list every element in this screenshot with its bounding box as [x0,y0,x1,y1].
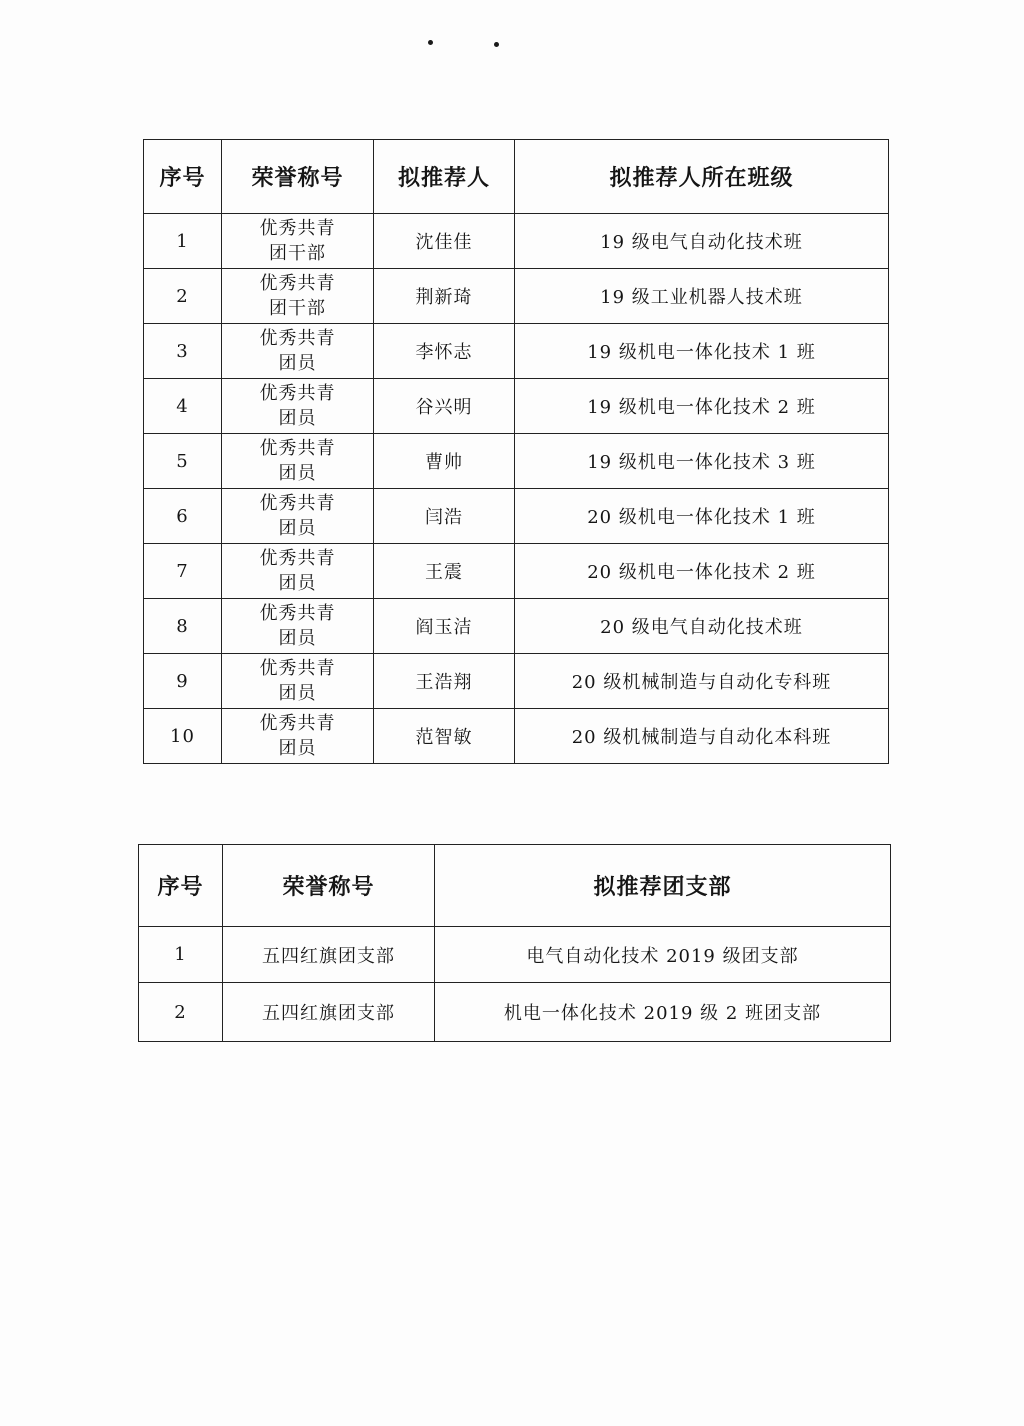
row-honor [222,654,374,709]
scan-speck [494,42,499,47]
header-branch: 拟推荐团支部 [435,845,891,927]
candidates-header-row [144,140,889,214]
row-index: 1 [139,927,223,983]
row-candidate-class: 20 级电气自动化技术班 [515,599,889,654]
row-honor [222,379,374,434]
honor-line: 团干部 [269,243,326,264]
row-candidate-class: 20 级机电一体化技术 2 班 [515,544,889,599]
scan-speck [428,40,433,45]
honor-line: 优秀共青 [259,383,336,404]
table-row [144,324,889,379]
header-index: 序号 [144,140,222,214]
table-row [144,654,889,709]
honor-line: 团干部 [269,298,326,319]
row-index: 8 [144,599,222,654]
row-branch: 电气自动化技术 2019 级团支部 [435,927,891,983]
honor-line: 团员 [278,683,317,704]
honor-line: 优秀共青 [259,548,336,569]
row-honor [222,544,374,599]
header-candidate: 拟推荐人 [374,140,515,214]
row-honor: 五四红旗团支部 [223,983,435,1042]
table-row [144,269,889,324]
row-candidate-class: 19 级工业机器人技术班 [515,269,889,324]
row-index: 10 [144,709,222,764]
row-candidate-name: 荆新琦 [374,269,515,324]
honor-line: 团员 [278,738,317,759]
honor-line: 优秀共青 [259,603,336,624]
row-honor [222,214,374,269]
row-candidate-class: 20 级机械制造与自动化专科班 [515,654,889,709]
table-row [139,927,891,983]
row-candidate-class: 20 级机械制造与自动化本科班 [515,709,889,764]
row-honor [222,599,374,654]
row-candidate-name: 阎玉洁 [374,599,515,654]
row-candidate-name: 沈佳佳 [374,214,515,269]
row-honor: 五四红旗团支部 [223,927,435,983]
row-index: 7 [144,544,222,599]
table-row [144,379,889,434]
honor-line: 优秀共青 [259,273,336,294]
honor-line: 团员 [278,463,317,484]
row-candidate-name: 谷兴明 [374,379,515,434]
header-candidate-class: 拟推荐人所在班级 [515,140,889,214]
honor-line: 优秀共青 [259,658,336,679]
row-candidate-class: 19 级机电一体化技术 2 班 [515,379,889,434]
row-honor [222,489,374,544]
honor-line: 团员 [278,353,317,374]
header-honor: 荣誉称号 [222,140,374,214]
row-index: 3 [144,324,222,379]
honor-line: 优秀共青 [259,328,336,349]
row-index: 5 [144,434,222,489]
honor-line: 优秀共青 [259,493,336,514]
row-branch: 机电一体化技术 2019 级 2 班团支部 [435,983,891,1042]
row-candidate-class: 20 级机电一体化技术 1 班 [515,489,889,544]
table-row [144,544,889,599]
row-index: 6 [144,489,222,544]
row-honor [222,324,374,379]
row-honor [222,269,374,324]
table-row [144,489,889,544]
table-row [144,599,889,654]
honor-line: 团员 [278,628,317,649]
row-index: 1 [144,214,222,269]
row-honor [222,434,374,489]
row-candidate-name: 王震 [374,544,515,599]
table-row [144,709,889,764]
honor-line: 优秀共青 [259,438,336,459]
row-candidate-name: 范智敏 [374,709,515,764]
candidates-table [143,139,889,764]
table-row [139,983,891,1042]
honor-line: 优秀共青 [259,713,336,734]
row-candidate-name: 李怀志 [374,324,515,379]
row-candidate-class: 19 级电气自动化技术班 [515,214,889,269]
header-index: 序号 [139,845,223,927]
honor-line: 团员 [278,518,317,539]
row-index: 2 [139,983,223,1042]
honor-line: 团员 [278,573,317,594]
row-candidate-name: 王浩翔 [374,654,515,709]
honor-line: 优秀共青 [259,218,336,239]
row-honor [222,709,374,764]
row-candidate-class: 19 级机电一体化技术 1 班 [515,324,889,379]
row-candidate-class: 19 级机电一体化技术 3 班 [515,434,889,489]
row-index: 2 [144,269,222,324]
header-honor: 荣誉称号 [223,845,435,927]
row-candidate-name: 闫浩 [374,489,515,544]
row-candidate-name: 曹帅 [374,434,515,489]
branches-header-row [139,845,891,927]
honor-line: 团员 [278,408,317,429]
branches-table [138,844,891,1042]
table-row [144,214,889,269]
row-index: 9 [144,654,222,709]
table-row [144,434,889,489]
row-index: 4 [144,379,222,434]
